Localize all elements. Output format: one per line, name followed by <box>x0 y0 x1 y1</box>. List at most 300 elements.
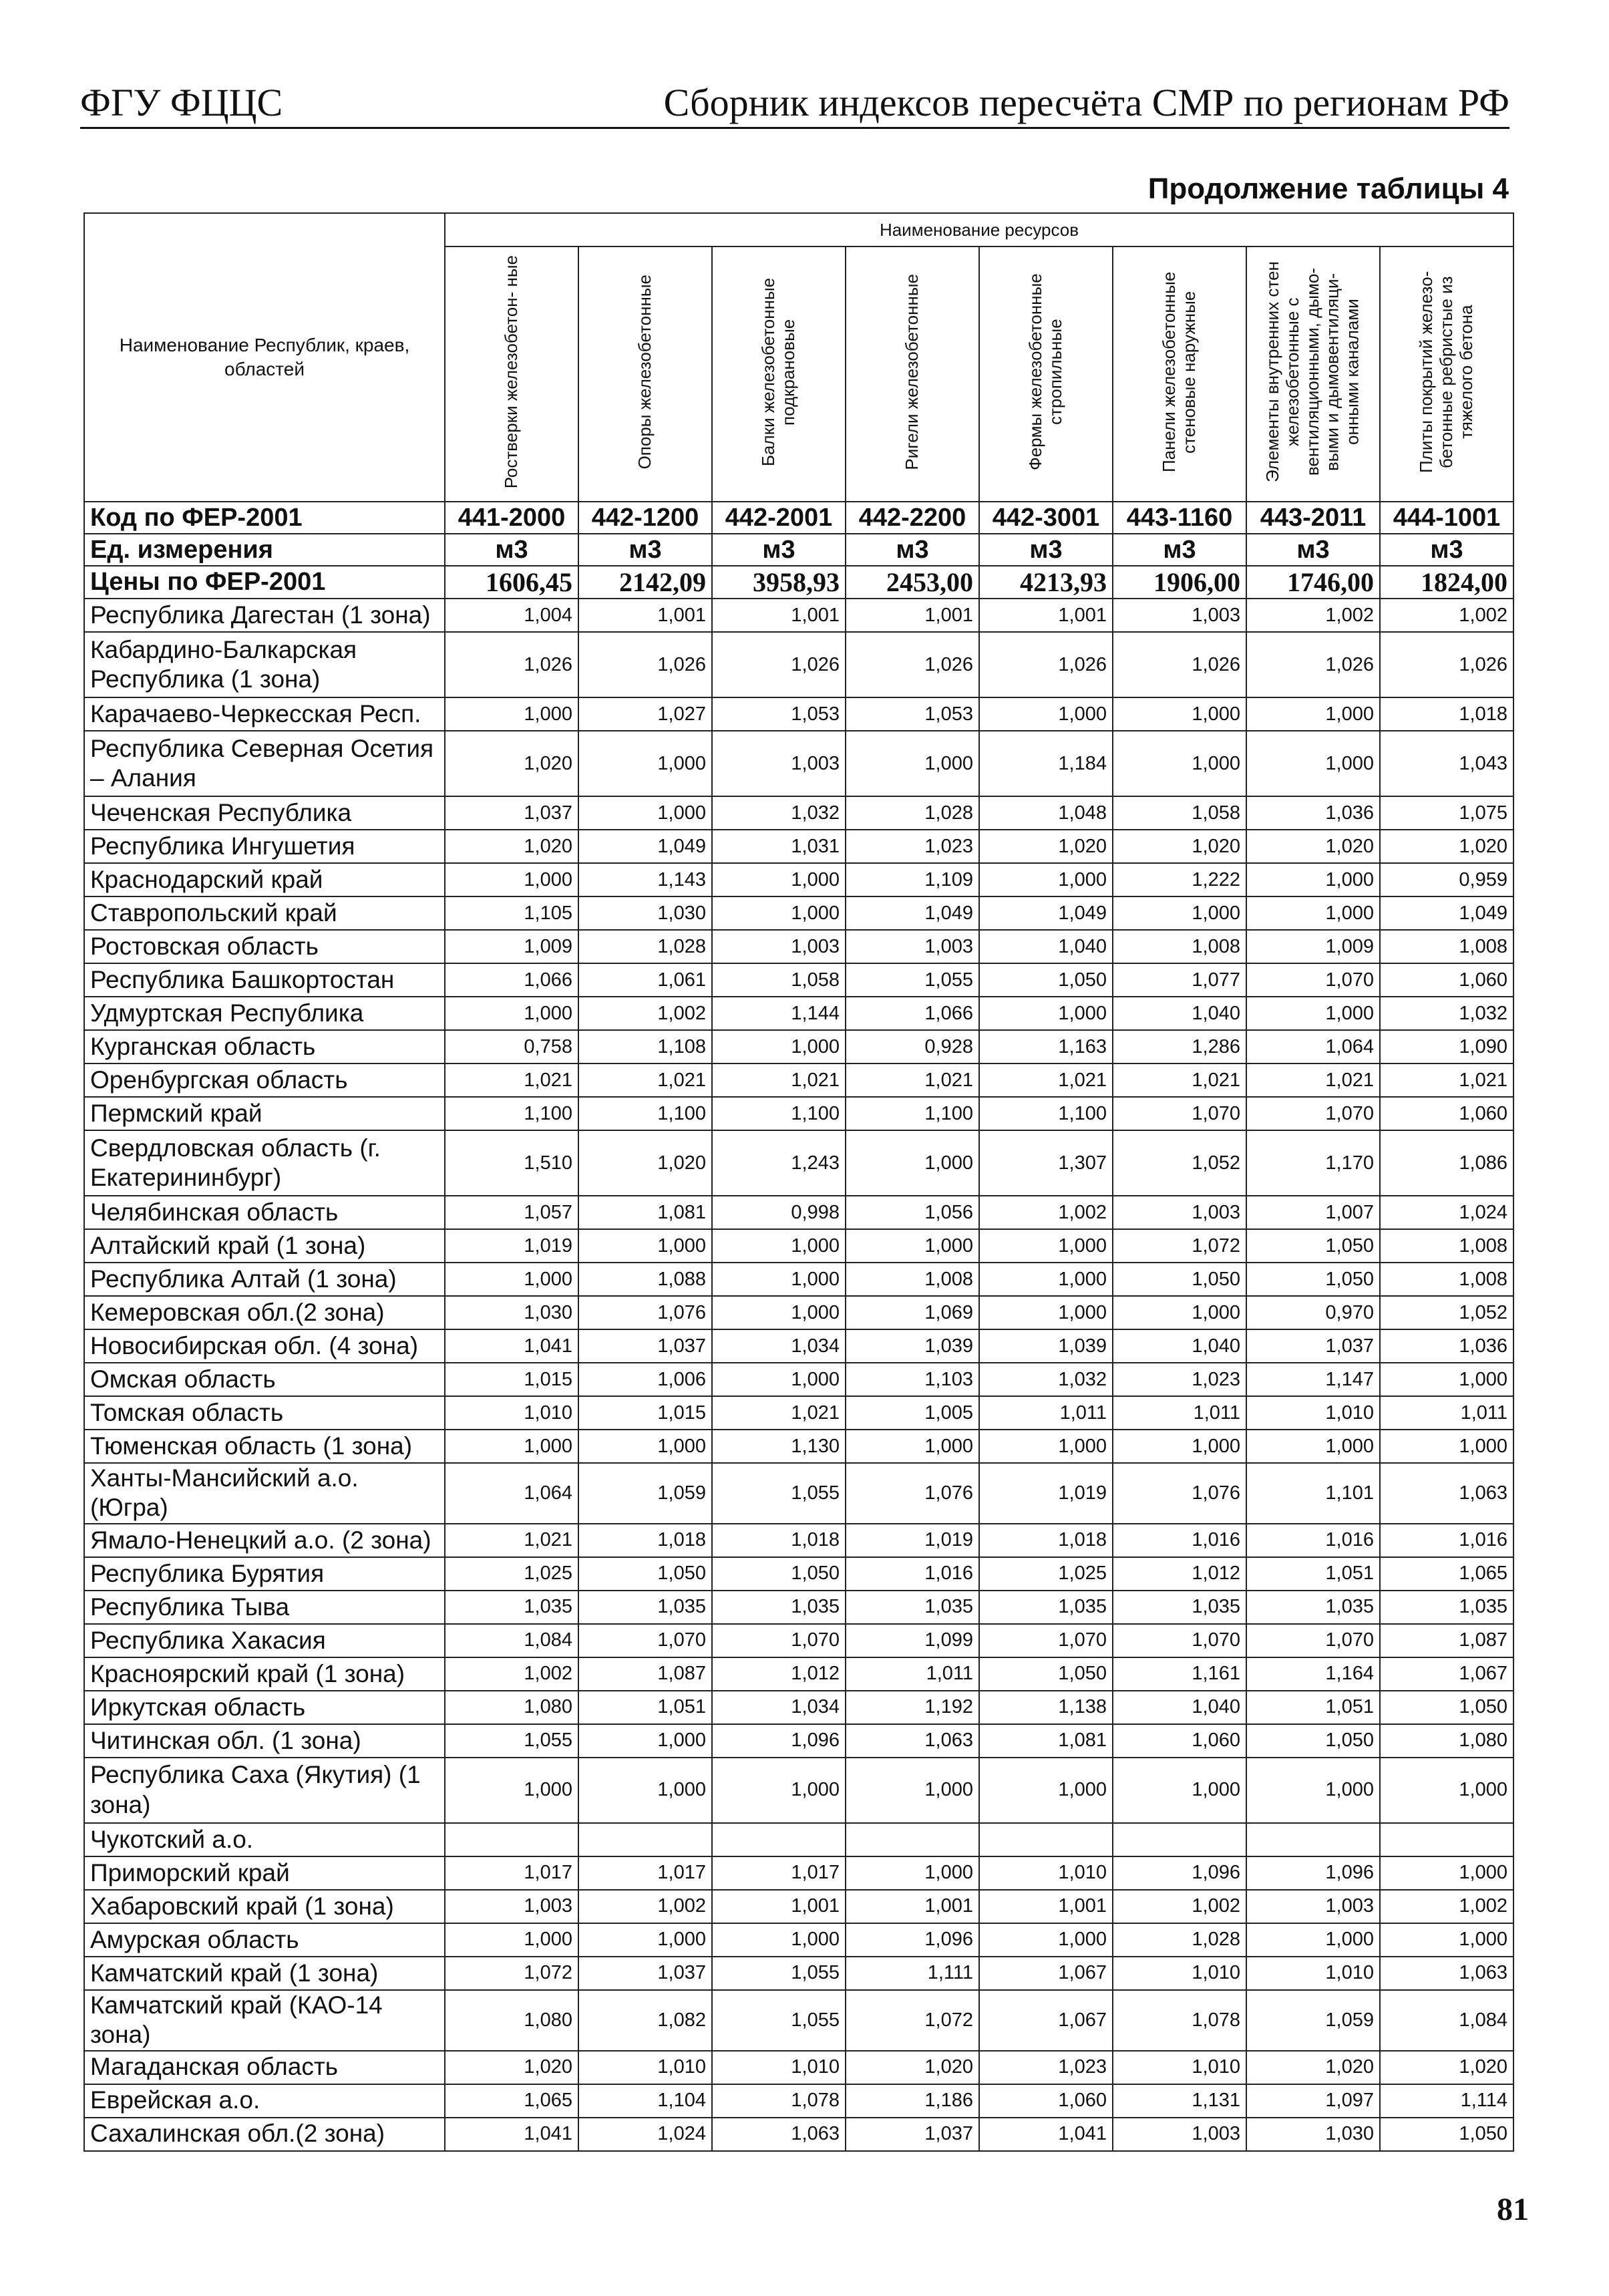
index-value: 1,096 <box>712 1724 846 1758</box>
index-value: 1,016 <box>1113 1524 1246 1557</box>
index-value: 1,087 <box>578 1657 712 1691</box>
table-row <box>84 1196 1513 1229</box>
index-value: 1,161 <box>1113 1657 1246 1691</box>
table-row <box>84 1890 1513 1923</box>
index-value: 1,026 <box>979 632 1113 697</box>
index-value: 1,012 <box>1113 1557 1246 1591</box>
index-value: 1,070 <box>1246 1097 1380 1130</box>
index-value: 1,055 <box>445 1724 578 1758</box>
price-cell: 2453,00 <box>846 566 979 599</box>
index-value: 1,031 <box>712 830 846 863</box>
index-value <box>712 1823 846 1856</box>
index-value: 1,000 <box>712 1030 846 1063</box>
code-cell: 442-2200 <box>846 502 979 534</box>
region-name: Республика Северная Осетия – Алания <box>84 731 445 796</box>
index-value: 1,000 <box>846 1856 979 1890</box>
region-name: Оренбургская область <box>84 1063 445 1097</box>
index-value: 1,000 <box>846 1430 979 1463</box>
region-name: Республика Дагестан (1 зона) <box>84 599 445 632</box>
index-value: 1,061 <box>578 963 712 997</box>
index-value: 1,186 <box>846 2084 979 2118</box>
index-value: 1,052 <box>1113 1130 1246 1196</box>
index-value: 1,000 <box>712 1296 846 1329</box>
index-value: 1,032 <box>1380 997 1513 1030</box>
index-value: 1,039 <box>846 1329 979 1363</box>
index-value: 1,063 <box>1380 1957 1513 1990</box>
table-row <box>84 1990 1513 2051</box>
resource-column-label: Ростверки железобетон- ные <box>501 255 522 489</box>
index-value: 1,026 <box>445 632 578 697</box>
index-value: 1,041 <box>445 1329 578 1363</box>
table-row <box>84 632 1513 697</box>
region-name: Камчатский край (1 зона) <box>84 1957 445 1990</box>
table-row <box>84 830 1513 863</box>
index-value: 1,000 <box>712 863 846 896</box>
index-value: 1,012 <box>712 1657 846 1691</box>
index-value: 1,001 <box>846 1890 979 1923</box>
index-value: 1,015 <box>445 1363 578 1396</box>
index-value: 1,002 <box>1380 1890 1513 1923</box>
index-value: 1,131 <box>1113 2084 1246 2118</box>
index-value: 1,037 <box>445 796 578 830</box>
index-value: 1,072 <box>445 1957 578 1990</box>
index-value: 1,050 <box>979 1657 1113 1691</box>
index-value: 1,020 <box>445 731 578 796</box>
index-value: 1,104 <box>578 2084 712 2118</box>
index-value: 1,000 <box>1246 1758 1380 1823</box>
index-value <box>578 1823 712 1856</box>
table-row <box>84 2118 1513 2151</box>
unit-cell: м3 <box>846 534 979 566</box>
index-value: 1,021 <box>1113 1063 1246 1097</box>
region-name: Челябинская область <box>84 1196 445 1229</box>
index-value: 1,138 <box>979 1691 1113 1724</box>
index-value: 1,050 <box>1246 1263 1380 1296</box>
index-value: 1,070 <box>1246 963 1380 997</box>
index-value: 1,077 <box>1113 963 1246 997</box>
index-value: 1,060 <box>1380 963 1513 997</box>
index-value: 1,087 <box>1380 1624 1513 1657</box>
index-value: 1,020 <box>1113 830 1246 863</box>
index-value: 1,020 <box>1380 2051 1513 2084</box>
index-value: 1,009 <box>1246 930 1380 963</box>
index-value: 1,039 <box>979 1329 1113 1363</box>
index-value: 1,034 <box>712 1329 846 1363</box>
index-value: 1,055 <box>846 963 979 997</box>
code-cell: 442-1200 <box>578 502 712 534</box>
resource-column-label: Элементы внутренних стен железобетонные с вентиляционными, дымо- выми и дымовентиляци- онными каналами <box>1262 261 1363 482</box>
index-value: 1,222 <box>1113 863 1246 896</box>
table-row <box>84 599 1513 632</box>
index-value: 1,003 <box>846 930 979 963</box>
region-name: Чеченская Республика <box>84 796 445 830</box>
index-value: 1,019 <box>979 1463 1113 1524</box>
index-value: 1,041 <box>445 2118 578 2151</box>
index-value: 1,011 <box>846 1657 979 1691</box>
index-value: 1,020 <box>445 2051 578 2084</box>
region-name: Приморский край <box>84 1856 445 1890</box>
code-cell: 443-1160 <box>1113 502 1246 534</box>
index-value: 1,053 <box>846 697 979 731</box>
index-value: 1,096 <box>1113 1856 1246 1890</box>
region-name: Республика Башкортостан <box>84 963 445 997</box>
index-value: 1,049 <box>979 896 1113 930</box>
region-name: Магаданская область <box>84 2051 445 2084</box>
index-value: 1,000 <box>445 1758 578 1823</box>
table-row <box>84 1624 1513 1657</box>
index-value: 1,000 <box>1113 697 1246 731</box>
index-value <box>1113 1823 1246 1856</box>
table-row <box>84 1856 1513 1890</box>
index-value: 1,002 <box>979 1196 1113 1229</box>
table-row <box>84 2051 1513 2084</box>
index-value: 1,080 <box>445 1691 578 1724</box>
index-value: 1,000 <box>445 1430 578 1463</box>
index-value: 1,000 <box>1380 1923 1513 1957</box>
index-value: 1,008 <box>846 1263 979 1296</box>
index-value: 1,000 <box>712 1229 846 1263</box>
index-value: 1,063 <box>712 2118 846 2151</box>
index-value: 1,019 <box>846 1524 979 1557</box>
index-value: 1,111 <box>846 1957 979 1990</box>
index-value: 1,510 <box>445 1130 578 1196</box>
index-value: 1,170 <box>1246 1130 1380 1196</box>
index-value: 1,099 <box>846 1624 979 1657</box>
index-value: 1,020 <box>979 830 1113 863</box>
index-value: 1,055 <box>712 1990 846 2051</box>
index-value: 1,060 <box>1113 1724 1246 1758</box>
region-name: Ростовская область <box>84 930 445 963</box>
index-value: 1,049 <box>846 896 979 930</box>
region-name: Курганская область <box>84 1030 445 1063</box>
index-value: 1,030 <box>445 1296 578 1329</box>
index-value: 1,000 <box>1113 896 1246 930</box>
index-value: 1,143 <box>578 863 712 896</box>
index-value: 1,067 <box>979 1990 1113 2051</box>
index-value: 1,081 <box>979 1724 1113 1758</box>
unit-cell: м3 <box>1246 534 1380 566</box>
index-value: 1,011 <box>1113 1396 1246 1430</box>
table-row <box>84 1724 1513 1758</box>
index-value: 1,037 <box>1246 1329 1380 1363</box>
index-value: 1,010 <box>1113 1957 1246 1990</box>
index-value: 1,109 <box>846 863 979 896</box>
table-row <box>84 796 1513 830</box>
price-cell: 1824,00 <box>1380 566 1513 599</box>
index-value: 1,036 <box>1246 796 1380 830</box>
index-value: 1,097 <box>1246 2084 1380 2118</box>
index-value: 1,105 <box>445 896 578 930</box>
index-value: 1,020 <box>1246 2051 1380 2084</box>
index-value: 1,030 <box>1246 2118 1380 2151</box>
index-value: 1,307 <box>979 1130 1113 1196</box>
index-value: 1,035 <box>445 1591 578 1624</box>
index-value: 1,028 <box>1113 1923 1246 1957</box>
table-row <box>84 1657 1513 1691</box>
index-value: 1,034 <box>712 1691 846 1724</box>
price-cell: 1906,00 <box>1113 566 1246 599</box>
price-cell: 1746,00 <box>1246 566 1380 599</box>
code-cell: 442-3001 <box>979 502 1113 534</box>
unit-label: Ед. измерения <box>84 534 445 566</box>
table-row <box>84 997 1513 1030</box>
index-value: 1,000 <box>979 1923 1113 1957</box>
index-value: 1,000 <box>578 1923 712 1957</box>
index-value: 1,052 <box>1380 1296 1513 1329</box>
index-value: 1,023 <box>1113 1363 1246 1396</box>
index-value: 1,147 <box>1246 1363 1380 1396</box>
resource-column-header <box>1113 247 1246 502</box>
index-value: 1,002 <box>1113 1890 1246 1923</box>
index-value: 1,050 <box>979 963 1113 997</box>
index-value: 1,020 <box>846 2051 979 2084</box>
index-value: 1,000 <box>979 1296 1113 1329</box>
index-value <box>1246 1823 1380 1856</box>
index-value: 1,114 <box>1380 2084 1513 2118</box>
index-value: 1,035 <box>578 1591 712 1624</box>
region-name: Краснодарский край <box>84 863 445 896</box>
resource-column-label: Панели железобетонные стеновые наружные <box>1159 271 1199 472</box>
price-cell: 3958,93 <box>712 566 846 599</box>
index-value: 1,082 <box>578 1990 712 2051</box>
index-value: 1,067 <box>979 1957 1113 1990</box>
table-row <box>84 1591 1513 1624</box>
table-row <box>84 1363 1513 1396</box>
index-value: 1,000 <box>445 697 578 731</box>
index-value: 1,000 <box>712 1263 846 1296</box>
index-value: 1,192 <box>846 1691 979 1724</box>
index-value: 1,000 <box>846 1229 979 1263</box>
index-value: 1,021 <box>712 1396 846 1430</box>
index-value: 1,184 <box>979 731 1113 796</box>
index-value <box>445 1823 578 1856</box>
table-row <box>84 1063 1513 1097</box>
index-value: 1,021 <box>1380 1063 1513 1097</box>
table-row <box>84 1030 1513 1063</box>
index-value: 1,100 <box>712 1097 846 1130</box>
index-value: 1,100 <box>445 1097 578 1130</box>
index-value: 1,000 <box>445 863 578 896</box>
table-row <box>84 1229 1513 1263</box>
index-value: 1,035 <box>1246 1591 1380 1624</box>
region-name: Хабаровский край (1 зона) <box>84 1890 445 1923</box>
index-value: 1,000 <box>1246 1923 1380 1957</box>
index-value: 1,026 <box>1380 632 1513 697</box>
index-value: 1,018 <box>979 1524 1113 1557</box>
index-value: 1,000 <box>445 997 578 1030</box>
index-value: 1,002 <box>578 1890 712 1923</box>
region-column-header: Наименование Республик, краев, областей <box>84 213 445 502</box>
table-row <box>84 1923 1513 1957</box>
index-value: 1,000 <box>979 1758 1113 1823</box>
index-value: 1,096 <box>1246 1856 1380 1890</box>
index-value <box>846 1823 979 1856</box>
index-value: 1,016 <box>1246 1524 1380 1557</box>
index-value: 1,002 <box>1380 599 1513 632</box>
price-cell: 1606,45 <box>445 566 578 599</box>
index-value: 1,050 <box>712 1557 846 1591</box>
index-value: 1,008 <box>1380 1263 1513 1296</box>
table-row <box>84 731 1513 796</box>
region-name: Чукотский а.о. <box>84 1823 445 1856</box>
index-value: 1,017 <box>712 1856 846 1890</box>
index-value: 1,060 <box>1380 1097 1513 1130</box>
index-value: 1,026 <box>1246 632 1380 697</box>
index-value: 1,000 <box>578 1430 712 1463</box>
index-value: 1,000 <box>846 731 979 796</box>
document-title: Сборник индексов пересчёта СМР по регионам РФ <box>663 81 1509 124</box>
index-value: 1,100 <box>846 1097 979 1130</box>
index-value: 1,070 <box>979 1624 1113 1657</box>
index-value: 1,008 <box>1380 1229 1513 1263</box>
price-cell: 4213,93 <box>979 566 1113 599</box>
price-cell: 2142,09 <box>578 566 712 599</box>
resource-column-label: Фермы железобетонные стропильные <box>1025 273 1065 470</box>
index-value: 1,070 <box>1113 1624 1246 1657</box>
region-name: Карачаево-Черкесская Респ. <box>84 697 445 731</box>
index-value: 1,000 <box>1246 997 1380 1030</box>
index-value: 1,000 <box>979 1229 1113 1263</box>
index-value: 0,970 <box>1246 1296 1380 1329</box>
index-value: 1,059 <box>578 1463 712 1524</box>
index-value: 1,003 <box>445 1890 578 1923</box>
region-name: Республика Тыва <box>84 1591 445 1624</box>
region-name: Республика Саха (Якутия) (1 зона) <box>84 1758 445 1823</box>
index-value: 1,043 <box>1380 731 1513 796</box>
index-value: 1,144 <box>712 997 846 1030</box>
index-value: 1,035 <box>712 1591 846 1624</box>
index-value: 1,049 <box>578 830 712 863</box>
resource-column-header <box>846 247 979 502</box>
region-name: Красноярский край (1 зона) <box>84 1657 445 1691</box>
index-value: 1,090 <box>1380 1030 1513 1063</box>
resource-column-header <box>712 247 846 502</box>
index-value: 1,016 <box>846 1557 979 1591</box>
index-value: 1,072 <box>846 1990 979 2051</box>
unit-row <box>84 534 1513 566</box>
region-name: Пермский край <box>84 1097 445 1130</box>
index-value: 1,051 <box>1246 1691 1380 1724</box>
index-value: 1,021 <box>712 1063 846 1097</box>
index-value: 1,010 <box>1246 1957 1380 1990</box>
index-value: 1,063 <box>846 1724 979 1758</box>
index-value: 1,050 <box>1246 1229 1380 1263</box>
index-value: 1,000 <box>712 1923 846 1957</box>
index-value: 1,001 <box>979 599 1113 632</box>
index-value: 1,048 <box>979 796 1113 830</box>
index-value: 1,066 <box>846 997 979 1030</box>
index-value: 1,076 <box>1113 1463 1246 1524</box>
unit-cell: м3 <box>979 534 1113 566</box>
table-row <box>84 963 1513 997</box>
index-value: 1,003 <box>1113 2118 1246 2151</box>
index-value: 1,000 <box>578 796 712 830</box>
index-value: 1,017 <box>445 1856 578 1890</box>
index-value <box>1380 1823 1513 1856</box>
index-value: 1,075 <box>1380 796 1513 830</box>
index-value: 1,084 <box>1380 1990 1513 2051</box>
region-name: Иркутская область <box>84 1691 445 1724</box>
index-value: 1,000 <box>445 1923 578 1957</box>
index-value: 1,000 <box>1246 1430 1380 1463</box>
index-value: 1,057 <box>445 1196 578 1229</box>
index-value: 1,032 <box>712 796 846 830</box>
resource-column-header <box>1380 247 1513 502</box>
index-value: 1,000 <box>846 1130 979 1196</box>
index-value: 1,058 <box>712 963 846 997</box>
index-value: 1,101 <box>1246 1463 1380 1524</box>
index-value: 1,000 <box>979 997 1113 1030</box>
index-value: 1,040 <box>1113 997 1246 1030</box>
index-value: 1,020 <box>1246 830 1380 863</box>
index-value: 1,100 <box>578 1097 712 1130</box>
index-value: 1,015 <box>578 1396 712 1430</box>
index-value: 1,032 <box>979 1363 1113 1396</box>
index-value: 1,000 <box>979 697 1113 731</box>
table-row <box>84 1463 1513 1524</box>
index-value: 1,056 <box>846 1196 979 1229</box>
region-name: Республика Бурятия <box>84 1557 445 1591</box>
index-value: 1,011 <box>979 1396 1113 1430</box>
region-name: Республика Ингушетия <box>84 830 445 863</box>
index-value: 1,064 <box>445 1463 578 1524</box>
region-name: Амурская область <box>84 1923 445 1957</box>
index-value: 1,000 <box>712 1758 846 1823</box>
index-value: 1,050 <box>1113 1263 1246 1296</box>
resource-column-label: Опоры железобетонные <box>635 274 655 470</box>
index-value: 1,021 <box>1246 1063 1380 1097</box>
index-value: 1,037 <box>578 1329 712 1363</box>
index-value: 1,078 <box>712 2084 846 2118</box>
unit-cell: м3 <box>1380 534 1513 566</box>
table-row <box>84 1557 1513 1591</box>
index-value: 1,076 <box>578 1296 712 1329</box>
index-value: 1,001 <box>979 1890 1113 1923</box>
index-value: 1,010 <box>1246 1396 1380 1430</box>
price-label: Цены по ФЕР-2001 <box>84 566 445 599</box>
index-value: 1,070 <box>1113 1097 1246 1130</box>
table-row <box>84 1430 1513 1463</box>
index-value: 1,060 <box>979 2084 1113 2118</box>
index-value: 1,000 <box>1246 697 1380 731</box>
resource-column-label: Плиты покрытий железо- бетонные ребристые из тяжелого бетона <box>1416 271 1476 473</box>
index-value: 1,081 <box>578 1196 712 1229</box>
index-value: 1,003 <box>1246 1890 1380 1923</box>
index-value: 1,050 <box>578 1557 712 1591</box>
index-value: 1,000 <box>1113 1430 1246 1463</box>
index-value: 1,070 <box>578 1624 712 1657</box>
index-value: 1,051 <box>578 1691 712 1724</box>
code-row <box>84 502 1513 534</box>
index-value: 1,036 <box>1380 1329 1513 1363</box>
region-name: Свердловская область (г. Екатерининбург) <box>84 1130 445 1196</box>
table-row <box>84 1957 1513 1990</box>
index-value: 1,066 <box>445 963 578 997</box>
index-value: 1,001 <box>846 599 979 632</box>
index-value: 1,026 <box>846 632 979 697</box>
code-cell: 441-2000 <box>445 502 578 534</box>
index-value: 1,000 <box>979 1263 1113 1296</box>
index-value: 1,000 <box>712 1363 846 1396</box>
organization-name: ФГУ ФЦЦС <box>80 81 283 124</box>
index-value: 1,243 <box>712 1130 846 1196</box>
table-row <box>84 863 1513 896</box>
table-row <box>84 1758 1513 1823</box>
code-cell: 442-2001 <box>712 502 846 534</box>
index-value: 1,041 <box>979 2118 1113 2151</box>
region-name: Еврейская а.о. <box>84 2084 445 2118</box>
resource-column-header <box>979 247 1113 502</box>
